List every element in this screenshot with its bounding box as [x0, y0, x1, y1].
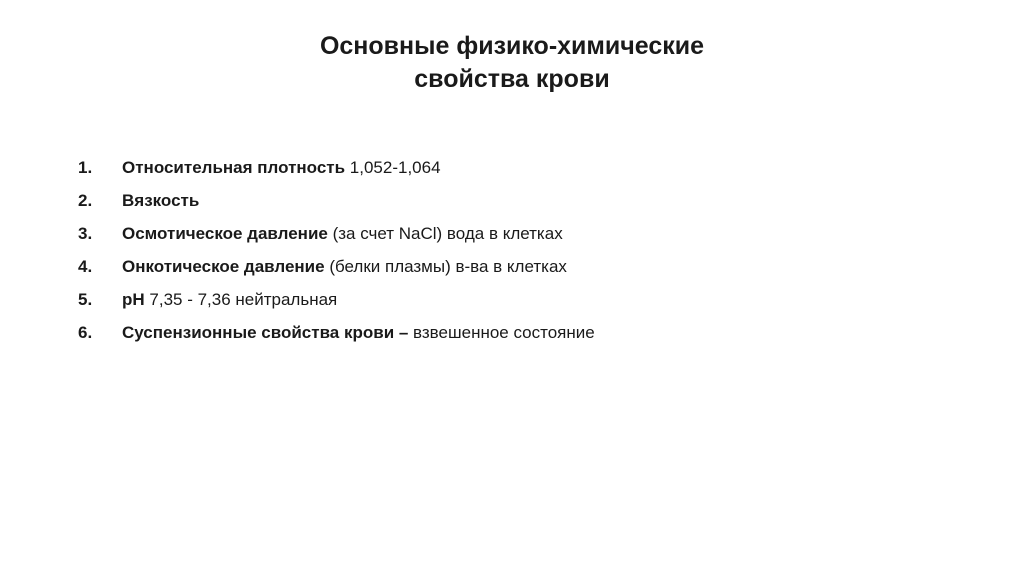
list-item-relative-density: [78, 154, 978, 187]
list-item-number: 4.: [78, 257, 93, 276]
list-item-term: Онкотическое давление: [122, 257, 325, 276]
list-item-text: [122, 187, 199, 214]
list-item-term: Осмотическое давление: [122, 224, 328, 243]
list-item-detail: 7,35 - 7,36 нейтральная: [144, 290, 338, 309]
list-item-osmotic-pressure: [78, 220, 978, 253]
list-item-detail: 1,052-1,064: [345, 158, 441, 177]
slide-title-line-1: Основные физико-химические: [319, 32, 705, 60]
slide-title: [212, 30, 812, 96]
list-item-detail: взвешенное состояние: [408, 323, 595, 342]
list-item-number: 2.: [78, 191, 93, 210]
list-item-detail: (за счет NaCl) вода в клетках: [327, 224, 563, 243]
list-item-suspension-properties: [78, 319, 978, 352]
properties-list: [78, 154, 978, 352]
list-item-ph: [78, 286, 978, 319]
list-item-number: 1.: [78, 158, 93, 177]
list-item-text: [122, 286, 337, 313]
list-item-detail: (белки плазмы) в-ва в клетках: [324, 257, 567, 276]
list-item-number: 6.: [78, 323, 93, 342]
list-item-number: 3.: [78, 224, 93, 243]
list-item-oncotic-pressure: [78, 253, 978, 286]
list-item-text: [122, 253, 567, 280]
list-item-text: [122, 154, 441, 181]
list-item-text: [122, 220, 563, 247]
list-item-term: Вязкость: [122, 191, 200, 210]
list-item-number: 5.: [78, 290, 93, 309]
slide-title-line-2: свойства крови: [414, 65, 610, 93]
list-item-text: [122, 319, 595, 346]
list-item-term: Относительная плотность: [122, 158, 346, 177]
list-item-viscosity: [78, 187, 978, 220]
list-item-term: Суспензионные свойства крови –: [122, 323, 409, 342]
list-item-term: pH: [122, 290, 145, 309]
